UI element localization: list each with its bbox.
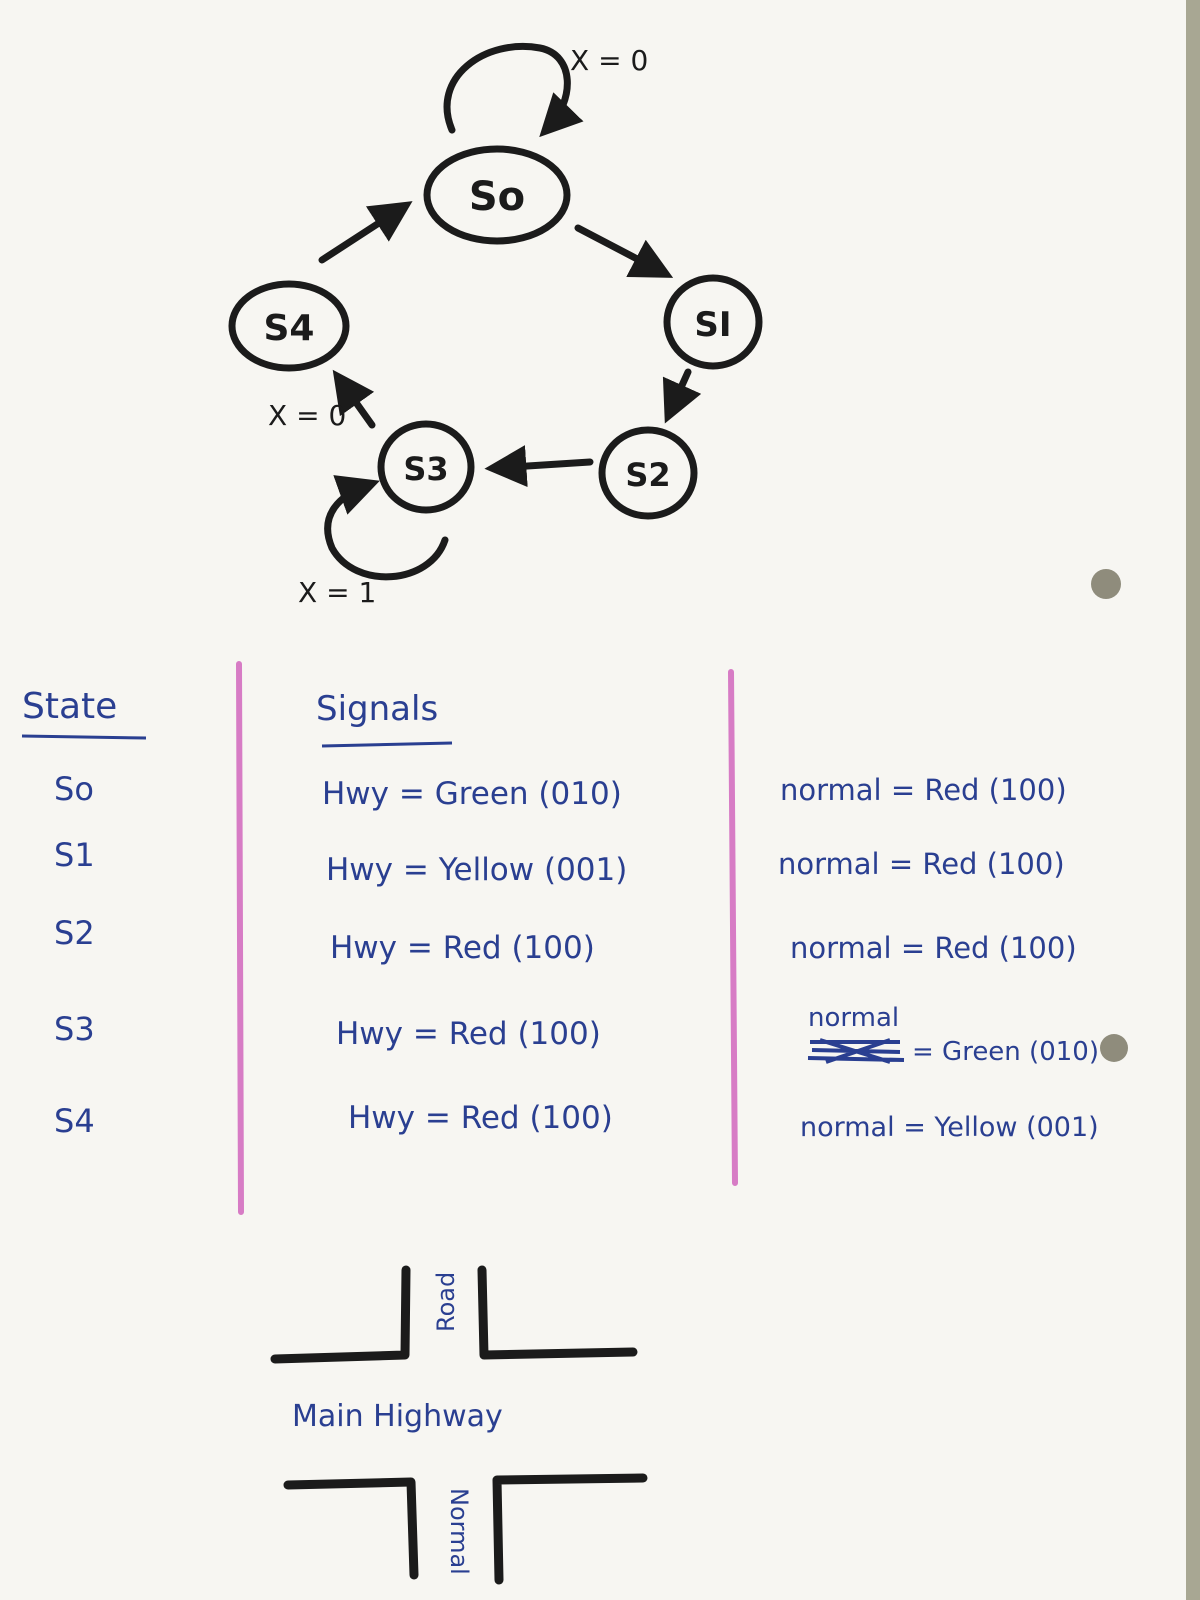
state-s2-label: S2: [625, 456, 671, 494]
state-column-header: State: [22, 686, 118, 727]
row-normal-signal-s0: normal = Red (100): [780, 773, 1067, 807]
signals-column-header: Signals: [316, 689, 439, 729]
state-s1-label: SI: [694, 305, 732, 345]
state-header-underline: [22, 736, 146, 738]
state-s4-label: S4: [263, 308, 315, 349]
row-hwy-signal-s0: Hwy = Green (010): [322, 776, 622, 812]
row-normal-signal-s2: normal = Red (100): [790, 931, 1077, 965]
state-s0-label: So: [468, 174, 526, 220]
row-state-s2: S2: [54, 914, 95, 952]
row-hwy-signal-s2: Hwy = Red (100): [330, 930, 595, 966]
transition-label-s3-s4: X = 0: [268, 399, 347, 432]
table-divider-left: [239, 664, 241, 1212]
crossed-out-scribble: [808, 1040, 904, 1062]
row-normal-signal-s3-top: normal: [808, 1003, 900, 1033]
normal-road-label: Normal: [445, 1488, 473, 1575]
row-hwy-signal-s3: Hwy = Red (100): [336, 1016, 601, 1052]
row-normal-signal-s1: normal = Red (100): [778, 847, 1065, 881]
row-normal-signal-s4: normal = Yellow (001): [800, 1112, 1099, 1143]
road-label: Road: [432, 1271, 460, 1332]
transition-label-s3-self: X = 1: [298, 576, 377, 609]
row-state-s3: S3: [54, 1010, 95, 1048]
row-hwy-signal-s4: Hwy = Red (100): [348, 1100, 613, 1136]
row-state-s4: S4: [54, 1102, 95, 1140]
row-state-s1: S1: [54, 836, 95, 874]
main-highway-label: Main Highway: [292, 1399, 503, 1434]
table-surface-edge: [1186, 0, 1200, 1600]
row-state-s0: So: [54, 770, 94, 808]
row-hwy-signal-s1: Hwy = Yellow (001): [326, 852, 628, 888]
transition-label-s0-self: X = 0: [570, 44, 649, 77]
punch-hole: [1091, 569, 1121, 599]
state-s3-label: S3: [403, 450, 449, 488]
punch-hole: [1100, 1034, 1128, 1062]
table-divider-right: [731, 672, 735, 1183]
row-normal-signal-s3: = Green (010): [912, 1037, 1099, 1067]
